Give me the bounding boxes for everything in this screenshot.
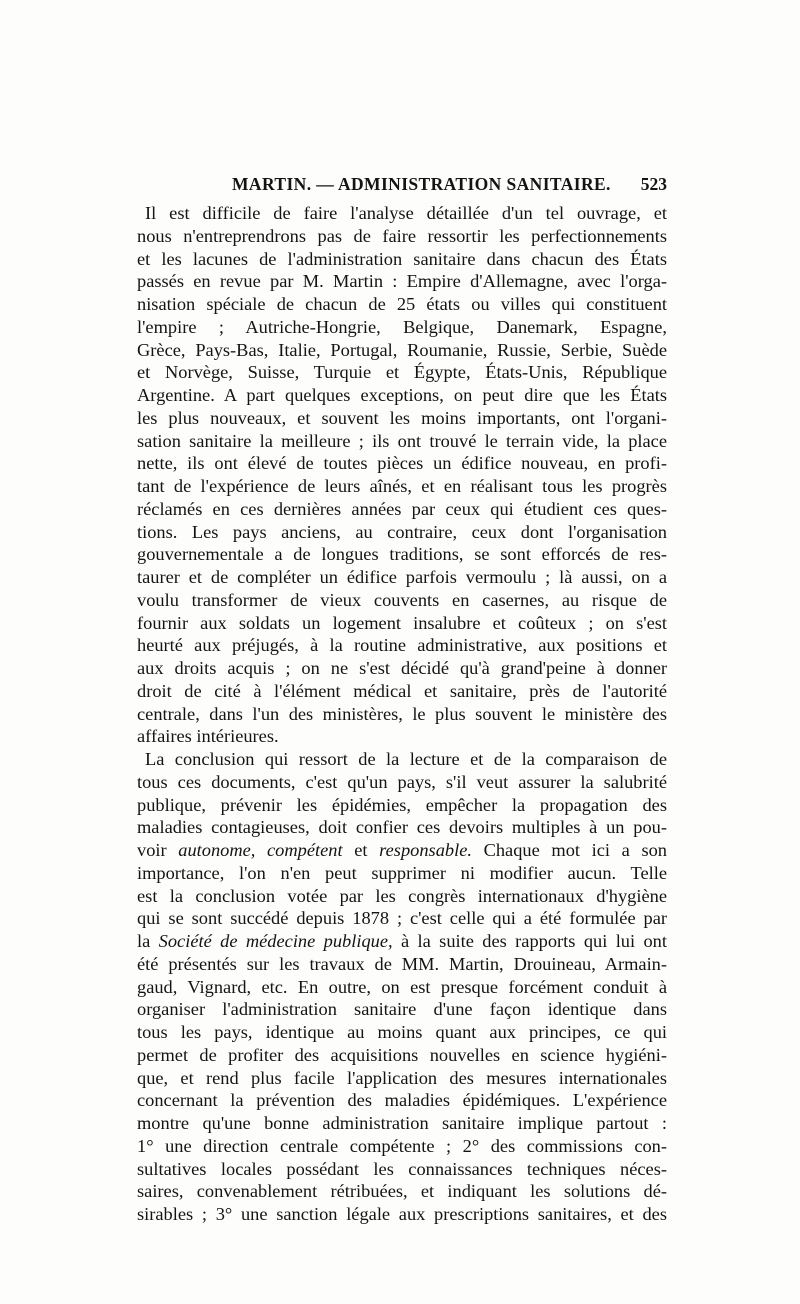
text-segment: tions. Les pays anciens, au contraire, ceux dont l'organisation <box>137 521 667 542</box>
text-segment: tant de l'expérience de leurs aînés, et en réalisant tous les progrès <box>137 476 667 496</box>
text-line <box>137 885 667 908</box>
text-segment: sultatives locales possédant les connaissances techniques néces- <box>137 1158 667 1179</box>
text-segment: permet de profiter des acquisitions nouvelles en science hygiéni- <box>137 1044 667 1065</box>
text-line <box>137 293 667 316</box>
text-segment: voulu transformer de vieux couvents en casernes, au risque de <box>137 589 667 610</box>
text-segment: aux droits acquis ; on ne s'est décidé qu'à grand'peine à donner <box>137 658 667 678</box>
text-segment: organiser l'administration sanitaire d'une façon identique dans <box>137 999 667 1020</box>
text-segment: nette, ils ont élevé de toutes pièces un édifice nouveau, en profi- <box>137 453 667 474</box>
text-line <box>137 498 667 521</box>
text-line <box>137 953 667 976</box>
text-line <box>137 976 667 999</box>
text-line <box>137 839 667 862</box>
text-segment: tous ces documents, c'est qu'un pays, s'il veut assurer la salubrité <box>137 771 667 792</box>
text-line <box>137 612 667 635</box>
text-line <box>137 1135 667 1158</box>
text-segment: passés en revue par M. Martin : Empire d'Allemagne, avec l'orga- <box>137 271 667 292</box>
text-segment: et les lacunes de l'administration sanitaire dans chacun des États <box>137 248 667 269</box>
text-segment: Argentine. A part quelques exceptions, on peut dire que les États <box>137 385 667 405</box>
text-segment: montre qu'une bonne administration sanitaire implique partout : <box>137 1113 667 1133</box>
text-segment: maladies contagieuses, doit confier ces devoirs multiples à un pou- <box>137 817 667 838</box>
text-line <box>137 270 667 293</box>
text-line <box>137 543 667 566</box>
text-segment: concernant la prévention des maladies épidémiques. L'expérience <box>137 1090 667 1111</box>
text-segment: centrale, dans l'un des ministères, le plus souvent le ministère des <box>137 703 667 724</box>
running-head <box>137 174 667 198</box>
text-line <box>137 1067 667 1090</box>
italic-text: Société de médecine publique, <box>158 931 393 951</box>
text-segment: gaud, Vignard, etc. En outre, on est presque forcément conduit à <box>137 976 667 997</box>
text-line <box>137 1158 667 1181</box>
text-line <box>137 361 667 384</box>
text-segment: réclamés en ces dernières années par ceux qui étudient ces ques- <box>137 498 667 519</box>
text-line <box>137 202 667 225</box>
text-line <box>137 566 667 589</box>
text-segment: est la conclusion votée par les congrès internationaux d'hygiène <box>137 885 667 906</box>
text-line <box>137 998 667 1021</box>
text-segment: fournir aux soldats un logement insalubre et coûteux ; on s'est <box>137 612 667 633</box>
text-segment: affaires intérieures. <box>137 726 279 747</box>
text-line <box>137 680 667 703</box>
text-line <box>137 725 667 748</box>
text-line <box>137 634 667 657</box>
text-segment: nous n'entreprendrons pas de faire ressortir les perfectionnements <box>137 225 667 246</box>
text-segment: droit de cité à l'élément médical et sanitaire, près de l'autorité <box>137 680 667 701</box>
text-segment: importance, l'on n'en peut supprimer ni modifier aucun. Telle <box>137 862 667 883</box>
text-segment: 1° une direction centrale compétente ; 2° des commissions con- <box>137 1135 667 1156</box>
text-segment: l'empire ; Autriche-Hongrie, Belgique, Danemark, Espagne, <box>137 316 667 337</box>
page-number: 523 <box>640 174 667 194</box>
text-segment: taurer et de compléter un édifice parfois vermoulu ; là aussi, on a <box>137 567 667 587</box>
text-segment: Grèce, Pays-Bas, Italie, Portugal, Roumanie, Russie, Serbie, Suède <box>137 339 667 360</box>
text-segment: été présentés sur les travaux de MM. Martin, Drouineau, Armain- <box>137 953 667 974</box>
text-line <box>137 384 667 407</box>
text-line <box>137 1180 667 1203</box>
text-line <box>137 657 667 680</box>
text-line <box>137 475 667 498</box>
text-line <box>137 1203 667 1226</box>
text-segment: nisation spéciale de chacun de 25 états ou villes qui constituent <box>137 294 667 314</box>
italic-text: autonome, compétent <box>178 840 343 860</box>
text-segment: publique, prévenir les épidémies, empêcher la propagation des <box>137 794 667 815</box>
text-line <box>137 816 667 839</box>
text-line <box>137 248 667 271</box>
body-text <box>137 202 667 1226</box>
text-line <box>137 316 667 339</box>
running-title: MARTIN. — ADMINISTRATION SANITAIRE. <box>232 174 611 194</box>
text-segment: gouvernementale a de longues traditions, se sont efforcés de res- <box>137 544 667 565</box>
text-line <box>137 407 667 430</box>
text-segment: sirables ; 3° une sanction légale aux prescriptions sanitaires, et des <box>137 1204 667 1224</box>
text-line <box>137 452 667 475</box>
text-segment: Il est difficile de faire l'analyse détaillée d'un tel ouvrage, et <box>145 203 667 223</box>
text-line <box>137 1089 667 1112</box>
text-segment: Chaque mot ici a son <box>471 840 667 860</box>
italic-text: responsable. <box>379 840 472 860</box>
text-line <box>137 1112 667 1135</box>
text-segment: saires, convenablement rétribuées, et indiquant les solutions dé- <box>137 1181 667 1202</box>
text-line <box>137 430 667 453</box>
text-segment: la <box>137 931 159 951</box>
text-line <box>137 225 667 248</box>
text-line <box>137 589 667 612</box>
text-segment: sation sanitaire la meilleure ; ils ont trouvé le terrain vide, la place <box>137 430 667 451</box>
text-line <box>137 339 667 362</box>
text-segment: et Norvège, Suisse, Turquie et Égypte, États-Unis, République <box>137 362 667 383</box>
text-segment: et <box>342 840 380 860</box>
text-line <box>137 748 667 771</box>
text-line <box>137 862 667 885</box>
text-line <box>137 771 667 794</box>
text-segment: La conclusion qui ressort de la lecture et de la comparaison de <box>145 749 667 769</box>
text-segment: tous les pays, identique au moins quant aux principes, ce qui <box>137 1022 667 1042</box>
text-line <box>137 1021 667 1044</box>
text-line <box>137 930 667 953</box>
text-segment: les plus nouveaux, et souvent les moins importants, ont l'organi- <box>137 407 667 428</box>
text-line <box>137 907 667 930</box>
text-segment: que, et rend plus facile l'application des mesures internationales <box>137 1067 667 1088</box>
text-segment: voir <box>137 840 179 860</box>
text-line <box>137 1044 667 1067</box>
text-line <box>137 794 667 817</box>
text-segment: qui se sont succédé depuis 1878 ; c'est celle qui a été formulée par <box>137 908 667 929</box>
text-segment: à la suite des rapports qui lui ont <box>392 931 667 951</box>
text-segment: heurté aux préjugés, à la routine administrative, aux positions et <box>137 635 667 656</box>
text-line <box>137 521 667 544</box>
text-line <box>137 703 667 726</box>
